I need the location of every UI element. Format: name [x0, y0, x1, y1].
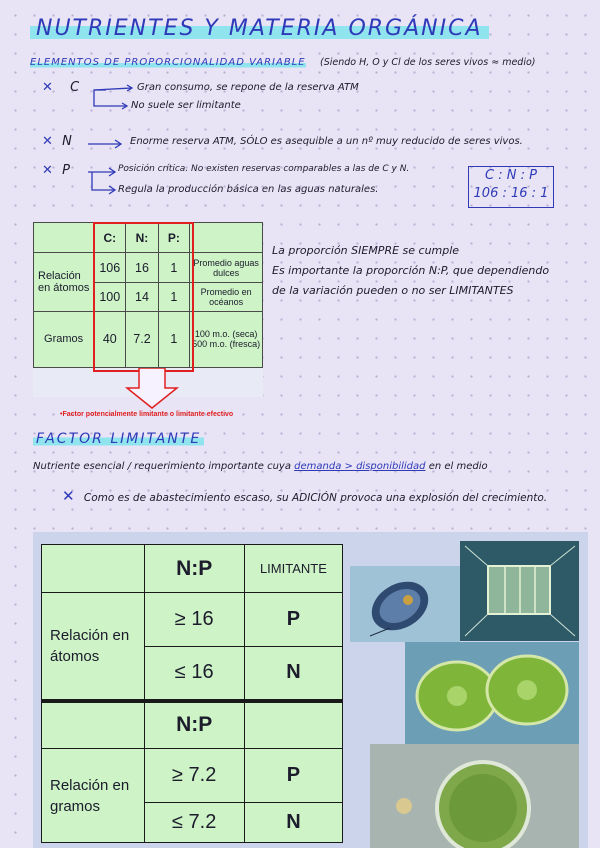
- table-cell: 14: [126, 283, 158, 311]
- desmid-micrograph: [405, 642, 579, 744]
- table-cell: 106: [94, 253, 126, 283]
- element-c-line1: Gran consumo, se repone de la reserva ATM: [137, 82, 359, 93]
- table-corner: [42, 701, 145, 749]
- ratio-box-values: 106 : 16 : 1: [473, 186, 549, 201]
- header-empty: [244, 701, 342, 749]
- table-cell: 100: [94, 283, 126, 311]
- factor-definition: [33, 461, 488, 472]
- row-label-atoms: Relación en átomos: [42, 593, 145, 701]
- ratio-box: [468, 166, 554, 208]
- row-label-grams: Gramos: [34, 311, 94, 367]
- limiting-table: [41, 544, 343, 843]
- header-n: N:: [126, 223, 158, 253]
- element-n-line1: Enorme reserva ATM, SÓLO es asequible a un nº muy reducido de seres vivos.: [130, 136, 523, 147]
- element-p: [42, 163, 70, 178]
- ratio-box-header: C : N : P: [485, 168, 537, 183]
- header-limitante: LIMITANTE: [244, 545, 342, 593]
- header-c: C:: [94, 223, 126, 253]
- table-footnote: •Factor potencialmente limitante o limitante efectivo: [60, 411, 234, 418]
- element-c-line2: No suele ser limitante: [131, 100, 241, 111]
- header-np: N:P: [144, 545, 244, 593]
- arrow-right-icon: [86, 137, 126, 151]
- table-corner: [42, 545, 145, 593]
- proportion-notes: [272, 241, 549, 301]
- colonial-alga-micrograph: [370, 744, 579, 848]
- condition-cell: ≤ 16: [144, 647, 244, 701]
- condition-cell: ≥ 7.2: [144, 749, 244, 803]
- x-mark-icon: ✕: [42, 134, 53, 149]
- table-cell: 1: [158, 283, 190, 311]
- subtitle-note: (Siendo H, O y Cl de los seres vivos ≈ medio): [320, 57, 536, 68]
- grams-note-fresh: 500 m.o. (fresca): [192, 339, 261, 350]
- factor-definition-text: Nutriente esencial / requerimiento importante cuya: [33, 461, 291, 472]
- x-mark-icon: ✕: [42, 80, 53, 95]
- element-symbol: C: [70, 80, 80, 95]
- page-title: NUTRIENTES Y MATERIA ORGÁNICA: [30, 16, 489, 41]
- row-note: Promedio en océanos: [190, 283, 263, 311]
- table-cell: 7.2: [126, 311, 158, 367]
- condition-cell: ≥ 16: [144, 593, 244, 647]
- down-arrow-icon: [125, 368, 179, 410]
- element-c: [42, 80, 79, 95]
- factor-definition-end: en el medio: [428, 461, 488, 472]
- condition-cell: ≤ 7.2: [144, 803, 244, 843]
- limiting-table-panel: [33, 532, 588, 848]
- header-p: P:: [158, 223, 190, 253]
- factor-explanation-text: Como es de abastecimiento escaso, su ADICIÓN provoca una explosión del crecimiento.: [83, 492, 548, 504]
- result-cell: N: [244, 647, 342, 701]
- element-symbol: P: [62, 163, 70, 178]
- element-symbol: N: [62, 134, 72, 149]
- result-cell: P: [244, 749, 342, 803]
- row-label-grams: Relación en gramos: [42, 749, 145, 843]
- note-line: La proporción SIEMPRE se cumple: [272, 244, 460, 257]
- header-note: [190, 223, 263, 253]
- note-line: de la variación pueden o no ser LIMITANTES: [272, 284, 514, 297]
- row-note: [190, 311, 263, 367]
- factor-explanation: [62, 487, 547, 505]
- row-note: Promedio aguas dulces: [190, 253, 263, 283]
- header-np: N:P: [144, 701, 244, 749]
- highlight-outline: [93, 222, 194, 372]
- x-mark-icon: ✕: [62, 487, 75, 505]
- result-cell: P: [244, 593, 342, 647]
- dinoflagellate-micrograph: [350, 566, 460, 642]
- element-p-line2: Regula la producción básica en las aguas naturales.: [118, 184, 379, 195]
- branch-arrow-icon: [84, 166, 120, 198]
- demand-availability-link[interactable]: demanda > disponibilidad: [294, 461, 426, 472]
- branch-arrow-icon: [86, 84, 136, 116]
- row-label-atoms: Relación en átomos: [34, 253, 94, 311]
- table-cell: 16: [126, 253, 158, 283]
- result-cell: N: [244, 803, 342, 843]
- element-n: [42, 134, 72, 149]
- x-mark-icon: ✕: [42, 163, 53, 178]
- table-cell: 1: [158, 311, 190, 367]
- table-cell: 1: [158, 253, 190, 283]
- section-subtitle: ELEMENTOS DE PROPORCIONALIDAD VARIABLE: [30, 57, 306, 68]
- element-p-line1: Posición crítica. No existen reservas comparables a las de C y N.: [118, 164, 410, 174]
- table-cell: 40: [94, 311, 126, 367]
- diatom-chain-micrograph: [460, 541, 579, 641]
- section-title-factor: FACTOR LIMITANTE: [33, 431, 204, 447]
- table-corner: [34, 223, 94, 253]
- grams-note-dry: 100 m.o. (seca): [194, 329, 258, 340]
- note-line: Es importante la proporción N:P, que dependiendo: [272, 264, 550, 277]
